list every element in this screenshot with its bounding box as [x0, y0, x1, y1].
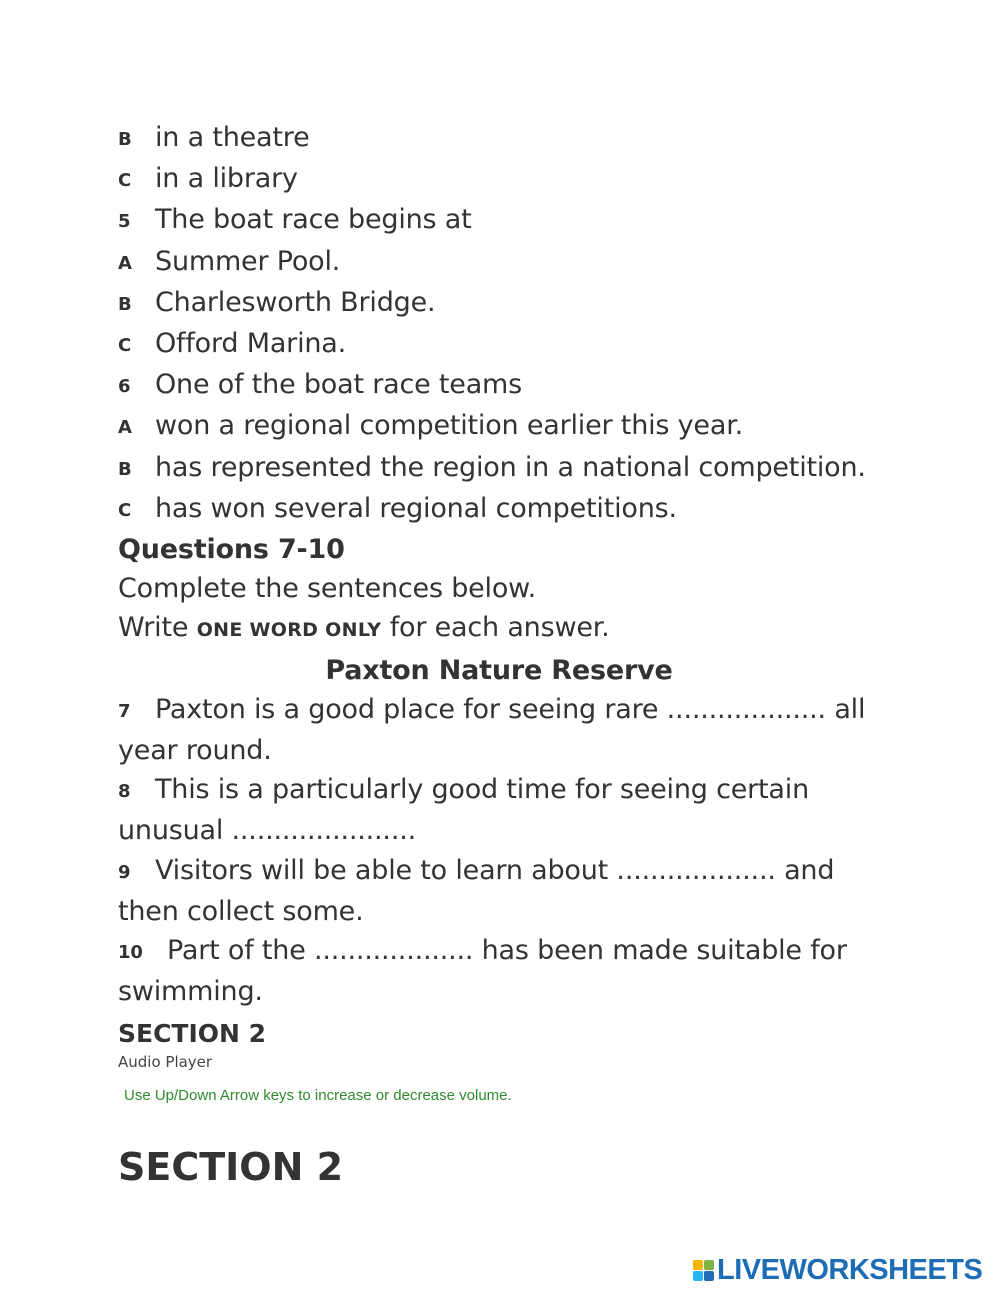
option-label: A [118, 417, 132, 439]
logo-badge-cell [704, 1271, 714, 1281]
question-number: 6 [118, 376, 131, 398]
section-heading-large: SECTION 2 [118, 1145, 344, 1190]
option-line [118, 283, 898, 324]
question-6 [118, 365, 898, 406]
question-5 [118, 200, 898, 241]
section-heading-small: SECTION 2 [118, 1019, 267, 1049]
option-label: B [118, 129, 132, 150]
option-label: B [118, 458, 132, 480]
question-text: One of the boat race teams [155, 369, 523, 401]
question-9 [118, 851, 898, 931]
option-text: has won several regional competitions. [155, 492, 677, 524]
questions-heading: Questions 7-10 [118, 534, 345, 566]
logo-badge-icon [693, 1260, 714, 1281]
option-text: in a library [155, 163, 298, 195]
logo-badge-cell [693, 1260, 703, 1270]
question-number: 7 [118, 700, 131, 722]
audio-player-label: Audio Player [118, 1053, 213, 1072]
instruction-complete: Complete the sentences below. [118, 573, 536, 605]
instruction-emphasis: ONE WORD ONLY [196, 619, 382, 642]
worksheet-page [118, 118, 898, 1192]
question-text: Part of the ................... has been made suitable for swimming. [118, 935, 847, 1008]
option-line [118, 159, 898, 200]
question-number: 5 [118, 211, 131, 233]
option-line [118, 406, 898, 447]
question-number: 10 [118, 942, 143, 964]
logo-text: LIVEWORKSHEETS [717, 1253, 983, 1286]
option-text: Summer Pool. [155, 245, 341, 277]
instruction-word-limit [118, 608, 898, 650]
logo-badge-cell [704, 1260, 714, 1270]
reserve-title: Paxton Nature Reserve [325, 654, 673, 686]
liveworksheets-logo [693, 1254, 982, 1286]
question-text: The boat race begins at [155, 204, 472, 236]
question-8 [118, 770, 898, 850]
audio-volume-hint: Use Up/Down Arrow keys to increase or decrease volume. [124, 1087, 512, 1105]
option-text: won a regional competition earlier this year. [155, 410, 743, 442]
option-text: has represented the region in a national competition. [155, 451, 866, 483]
option-line [118, 448, 898, 489]
instruction-suffix: for each answer. [389, 612, 610, 644]
question-text: Paxton is a good place for seeing rare ................... all year round. [118, 693, 866, 767]
question-text: This is a particularly good time for seeing certain unusual ...................... [118, 774, 809, 847]
option-text: Offord Marina. [155, 328, 347, 360]
option-label: C [118, 170, 132, 192]
option-label: A [118, 252, 132, 274]
question-number: 9 [118, 861, 131, 883]
logo-badge-cell [693, 1271, 703, 1281]
option-line [118, 489, 898, 530]
option-text: in a theatre [155, 122, 310, 153]
option-line [118, 118, 898, 159]
option-text: Charlesworth Bridge. [155, 286, 436, 318]
question-text: Visitors will be able to learn about ................... and then collect some. [118, 854, 835, 927]
option-label: C [118, 499, 132, 521]
option-label: B [118, 293, 132, 315]
question-7 [118, 690, 898, 770]
question-10 [118, 931, 898, 1011]
option-line [118, 242, 898, 283]
option-label: C [118, 335, 132, 357]
option-line [118, 324, 898, 365]
question-number: 8 [118, 781, 131, 803]
instruction-prefix: Write [118, 612, 189, 644]
